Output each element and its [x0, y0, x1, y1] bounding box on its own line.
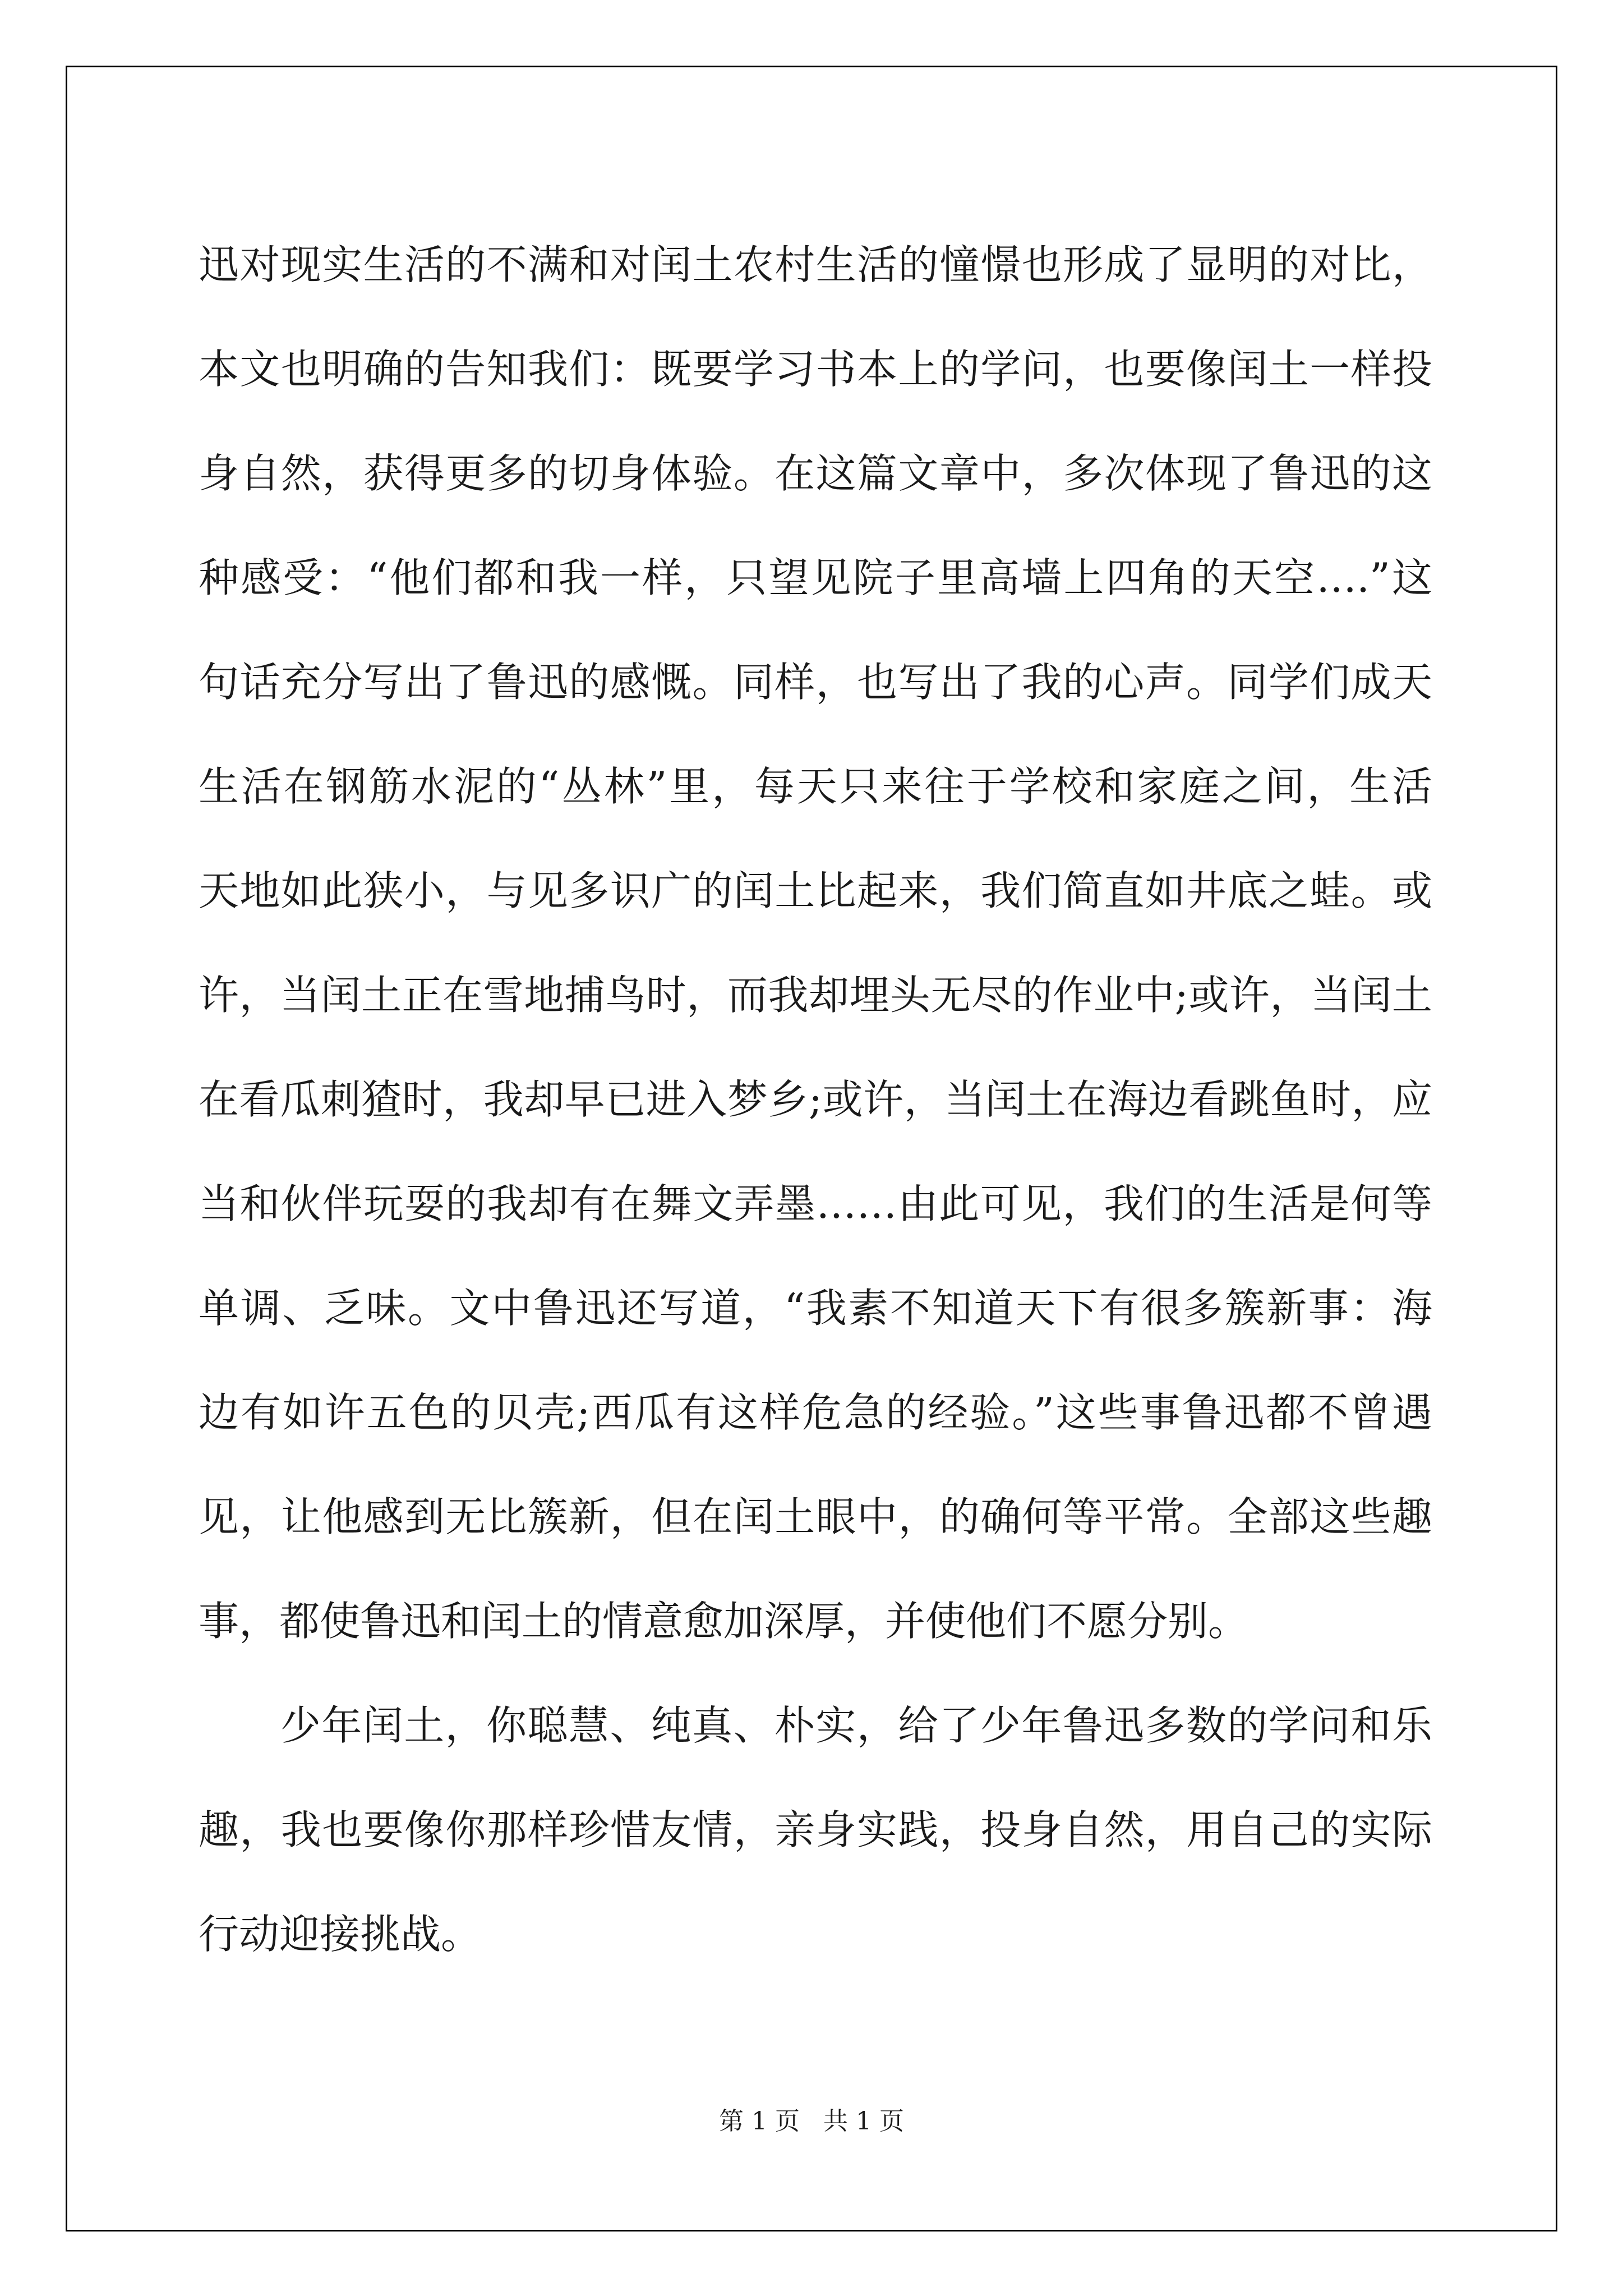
text-line: 身自然，获得更多的切身体验。在这篇文章中，多次体现了鲁迅的这 — [199, 450, 1432, 497]
text-line: 趣，我也要像你那样珍惜友情，亲身实践，投身自然，用自己的实际 — [199, 1806, 1432, 1853]
text-line: 迅对现实生活的不满和对闰土农村生活的憧憬也形成了显明的对比， — [199, 241, 1432, 288]
text-line: 种感受：“他们都和我一样，只望见院子里高墙上四角的天空….”这 — [199, 554, 1432, 601]
text-line: 生活在钢筋水泥的“丛林”里，每天只来往于学校和家庭之间，生活 — [199, 763, 1432, 810]
text-line: 句话充分写出了鲁迅的感慨。同样，也写出了我的心声。同学们成天 — [199, 659, 1432, 706]
text-line: 本文也明确的告知我们：既要学习书本上的学问，也要像闰土一样投 — [199, 346, 1432, 393]
text-line: 边有如许五色的贝壳;西瓜有这样危急的经验。”这些事鲁迅都不曾遇 — [199, 1389, 1432, 1436]
text-line: 在看瓜刺猹时，我却早已进入梦乡;或许，当闰土在海边看跳鱼时，应 — [199, 1076, 1432, 1123]
text-line: 当和伙伴玩耍的我却有在舞文弄墨……由此可见，我们的生活是何等 — [199, 1180, 1432, 1227]
text-line: 许，当闰土正在雪地捕鸟时，而我却埋头无尽的作业中;或许，当闰土 — [199, 972, 1432, 1019]
text-line: 见，让他感到无比簇新，但在闰土眼中，的确何等平常。全部这些趣 — [199, 1493, 1432, 1540]
paragraph-end-line: 事，都使鲁迅和闰土的情意愈加深厚，并使他们不愿分别。 — [199, 1598, 1249, 1645]
paragraph-end-line: 行动迎接挑战。 — [199, 1911, 482, 1958]
text-line: 天地如此狭小，与见多识广的闰土比起来，我们简直如井底之蛙。或 — [199, 867, 1432, 914]
document-body — [199, 213, 1432, 1986]
text-line: 单调、乏味。文中鲁迅还写道，“我素不知道天下有很多簇新事：海 — [199, 1285, 1432, 1332]
paragraph-start-line: 少年闰土，你聪慧、纯真、朴实，给了少年鲁迅多数的学问和乐 — [280, 1702, 1432, 1749]
page-footer: 第 1 页 共 1 页 — [719, 2107, 904, 2136]
